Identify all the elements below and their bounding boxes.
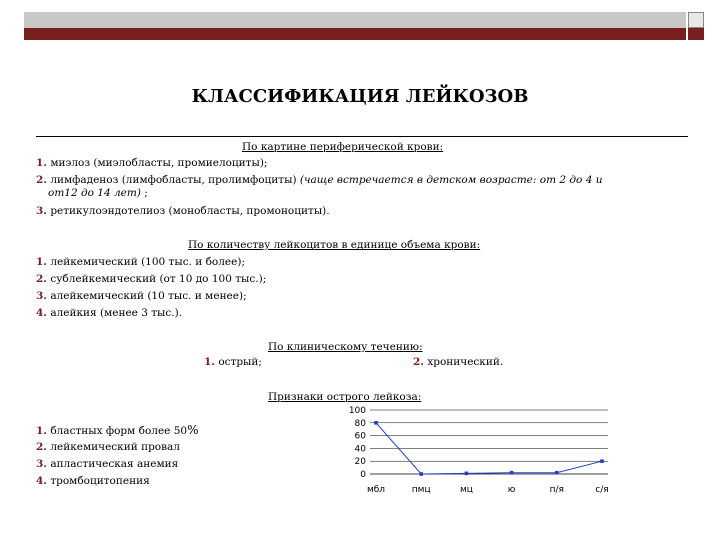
item-number: 3. <box>36 290 47 302</box>
data-point <box>510 471 514 475</box>
item-tail: ; <box>140 187 148 199</box>
data-point <box>419 472 423 476</box>
section1-heading: По картине периферической крови: <box>242 141 444 153</box>
data-point <box>374 421 378 425</box>
item-text: ретикулоэндотелиоз (монобласты, промоноциты). <box>50 205 330 217</box>
item-number: 2. <box>36 273 47 285</box>
item-text: лейкемический (100 тыс. и более); <box>50 256 245 268</box>
item-number: 2. <box>413 356 424 368</box>
list-item <box>36 273 266 286</box>
y-tick-label: 80 <box>354 418 366 429</box>
list-item <box>36 475 150 488</box>
x-tick-label: с/я <box>595 485 609 495</box>
title-divider <box>36 136 688 137</box>
y-tick-label: 40 <box>354 444 366 455</box>
item-number: 1. <box>36 256 47 268</box>
section2-heading: По количеству лейкоцитов в единице объема крови: <box>188 239 481 251</box>
item-text: алейкия (менее 3 тыс.). <box>50 307 183 319</box>
item-text: тромбоцитопения <box>50 475 150 487</box>
y-tick-label: 100 <box>348 406 366 416</box>
x-tick-label: мбл <box>366 485 386 495</box>
list-item-continuation <box>48 187 148 200</box>
x-tick-label: пмц <box>411 485 431 495</box>
item-text: лейкемический провал <box>50 441 180 453</box>
item-text: алейкемический (10 тыс. и менее); <box>50 290 247 302</box>
x-tick-label: мц <box>459 485 473 495</box>
blast-cells-line-chart <box>340 402 620 498</box>
corner-square-light <box>688 12 704 28</box>
item-text: острый; <box>218 356 262 368</box>
list-item <box>36 458 178 471</box>
x-tick-label: п/я <box>549 485 564 495</box>
slide-title: КЛАССИФИКАЦИЯ ЛЕЙКОЗОВ <box>191 86 529 107</box>
header-bar-gray <box>24 12 686 28</box>
data-point <box>600 459 604 463</box>
y-tick-label: 60 <box>354 431 366 442</box>
list-item <box>413 356 503 369</box>
list-item <box>36 157 268 170</box>
item-number: 1. <box>204 356 215 368</box>
x-tick-label: ю <box>507 485 516 495</box>
item-suffix: % <box>187 423 199 437</box>
item-text: бластных форм более 50 <box>50 425 188 437</box>
item-number: 3. <box>36 205 47 217</box>
item-note: от12 до 14 лет) <box>48 187 141 199</box>
header-bar-accent <box>24 28 686 40</box>
list-item <box>36 256 245 269</box>
item-number: 2. <box>36 441 47 453</box>
item-text: миэлоз (миэлобласты, промиелоциты); <box>50 157 268 169</box>
item-number: 1. <box>36 157 47 169</box>
item-text: хронический. <box>427 356 504 368</box>
list-item <box>36 441 180 454</box>
section4-heading: Признаки острого лейкоза: <box>268 391 422 403</box>
item-number: 3. <box>36 458 47 470</box>
data-point <box>555 471 559 475</box>
item-number: 4. <box>36 307 47 319</box>
list-item <box>36 174 602 187</box>
corner-square-dark <box>688 28 704 40</box>
item-number: 1. <box>36 425 47 437</box>
item-note: (чаще встречается в детском возрасте: от 2 до 4 и <box>299 174 603 186</box>
list-item <box>204 356 262 369</box>
item-number: 4. <box>36 475 47 487</box>
y-tick-label: 0 <box>360 470 366 480</box>
list-item <box>36 424 198 438</box>
item-text: лимфаденоз (лимфобласты, пролимфоциты) <box>50 174 297 186</box>
list-item <box>36 205 330 218</box>
section3-heading: По клиническому течению: <box>268 341 423 353</box>
list-item <box>36 307 182 320</box>
list-item <box>36 290 247 303</box>
item-text: сублейкемический (от 10 до 100 тыс.); <box>50 273 267 285</box>
item-number: 2. <box>36 174 47 186</box>
y-tick-label: 20 <box>354 457 366 468</box>
item-text: апластическая анемия <box>50 458 179 470</box>
data-point <box>465 472 469 476</box>
